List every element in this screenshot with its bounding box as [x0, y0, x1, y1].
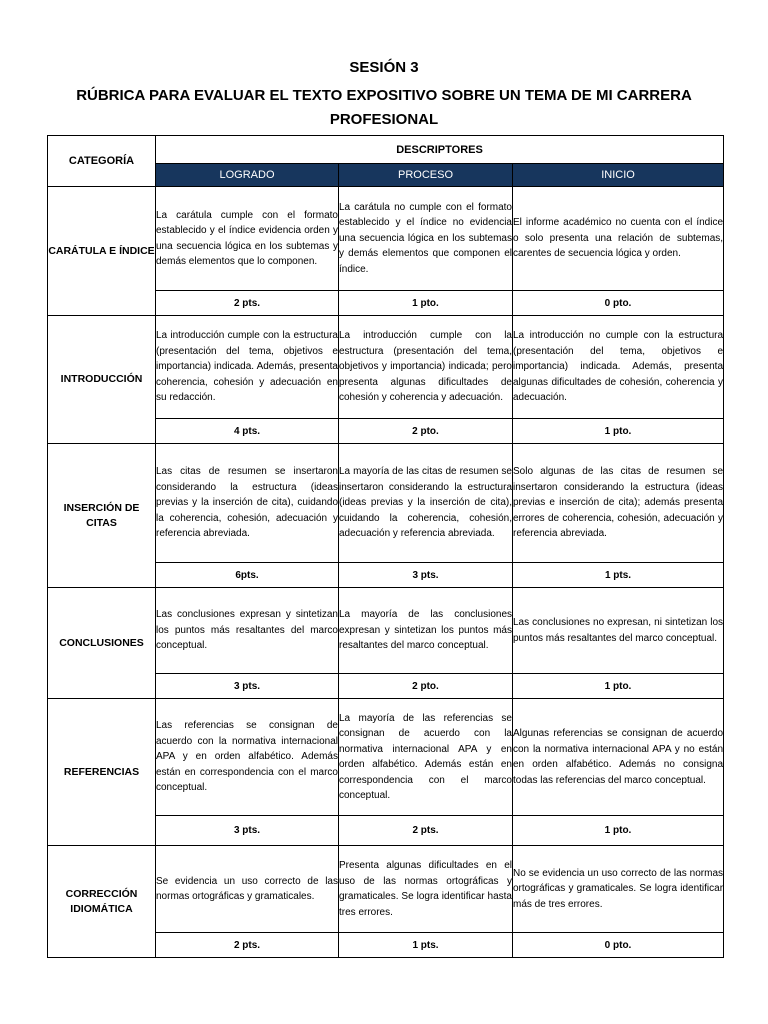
descriptor-proceso: La mayoría de las citas de resumen se insertaron considerando la estructura (ideas previas y la inserción de cita), cuidando la coherencia, cohesión, adecuación y referencia abreviada.: [339, 444, 513, 563]
page-title-line-1: RÚBRICA PARA EVALUAR EL TEXTO EXPOSITIVO SOBRE UN TEMA DE MI CARRERA: [76, 87, 692, 104]
points-logrado: 2 pts.: [156, 291, 339, 316]
descriptor-inicio: La introducción no cumple con la estructura (presentación del tema, objetivos e importancia) indicada. Además, presenta algunas dificultades de cohesión, coherencia y adecuación.: [513, 316, 724, 419]
category-cell: INSERCIÓN DE CITAS: [48, 444, 156, 588]
points-proceso: 2 pto.: [339, 419, 513, 444]
points-logrado: 3 pts.: [156, 674, 339, 699]
descriptor-inicio: Las conclusiones no expresan, ni sintetizan los puntos más resaltantes del marco conceptual.: [513, 588, 724, 674]
descriptor-proceso: La carátula no cumple con el formato establecido y el índice no evidencia una secuencia lógica en los subtemas y demás elementos que componen el índice.: [339, 187, 513, 291]
points-logrado: 2 pts.: [156, 933, 339, 958]
criterion-row: [48, 316, 724, 419]
points-inicio: 1 pts.: [513, 563, 724, 588]
descriptor-proceso: La introducción cumple con la estructura (presentación del tema, objetivos y importancia) indicada; pero presenta algunas dificultades de cohesión y coherencia y adecuación.: [339, 316, 513, 419]
points-proceso: 2 pto.: [339, 674, 513, 699]
points-inicio: 0 pto.: [513, 291, 724, 316]
category-cell: REFERENCIAS: [48, 699, 156, 846]
criterion-row: [48, 444, 724, 563]
points-proceso: 1 pto.: [339, 291, 513, 316]
points-logrado: 3 pts.: [156, 816, 339, 846]
descriptor-inicio: Solo algunas de las citas de resumen se insertaron considerando la estructura (ideas previas e inserción de cita); además presenta errores de coherencia, cohesión, adecuación y referencia abreviada.: [513, 444, 724, 563]
points-proceso: 2 pts.: [339, 816, 513, 846]
descriptor-proceso: La mayoría de las conclusiones expresan y sintetizan los puntos más resaltantes del marco conceptual.: [339, 588, 513, 674]
descriptor-logrado: La introducción cumple con la estructura (presentación del tema, objetivos e importancia) indicada. Además, presenta coherencia, cohesión y adecuación en su redacción.: [156, 316, 339, 419]
points-inicio: 1 pto.: [513, 816, 724, 846]
category-cell: CORRECCIÓN IDIOMÁTICA: [48, 846, 156, 958]
points-proceso: 3 pts.: [339, 563, 513, 588]
descriptor-logrado: Las conclusiones expresan y sintetizan los puntos más resaltantes del marco conceptual.: [156, 588, 339, 674]
points-proceso: 1 pts.: [339, 933, 513, 958]
descriptor-logrado: Las citas de resumen se insertaron considerando la estructura (ideas previas y la inserción de cita), cuidando la coherencia, cohesión, adecuación y referencia abreviada.: [156, 444, 339, 563]
level-header-inicio: INICIO: [513, 164, 724, 187]
descriptor-inicio: No se evidencia un uso correcto de las normas ortográficas y gramaticales. Se logra identificar más de tres errores.: [513, 846, 724, 933]
rubric-table: [47, 135, 724, 958]
page-title: [0, 84, 768, 132]
category-cell: CONCLUSIONES: [48, 588, 156, 699]
session-title: SESIÓN 3: [349, 59, 419, 76]
criterion-row: [48, 187, 724, 291]
page-header: [0, 58, 768, 132]
points-logrado: 6pts.: [156, 563, 339, 588]
category-cell: INTRODUCCIÓN: [48, 316, 156, 444]
level-header-logrado: LOGRADO: [156, 164, 339, 187]
descriptor-inicio: El informe académico no cuenta con el índice o solo presenta una relación de subtemas, carentes de secuencia lógica y orden.: [513, 187, 724, 291]
header-row: [48, 136, 724, 164]
descriptor-proceso: La mayoría de las referencias se consignan de acuerdo con la normativa internacional APA y en orden alfabético. Además están en correspondencia con el marco conceptual.: [339, 699, 513, 816]
points-inicio: 0 pto.: [513, 933, 724, 958]
descriptors-header: DESCRIPTORES: [156, 136, 724, 164]
points-logrado: 4 pts.: [156, 419, 339, 444]
descriptor-logrado: Se evidencia un uso correcto de las normas ortográficas y gramaticales.: [156, 846, 339, 933]
category-cell: CARÁTULA E ÍNDICE: [48, 187, 156, 316]
descriptor-logrado: La carátula cumple con el formato establecido y el índice evidencia orden y una secuencia lógica en los subtemas y demás elementos que lo componen.: [156, 187, 339, 291]
criterion-row: [48, 699, 724, 816]
descriptor-proceso: Presenta algunas dificultades en el uso de las normas ortográficas y gramaticales. Se logra identificar hasta tres errores.: [339, 846, 513, 933]
page-title-line-2: PROFESIONAL: [329, 111, 439, 128]
level-header-proceso: PROCESO: [339, 164, 513, 187]
points-inicio: 1 pto.: [513, 674, 724, 699]
descriptor-logrado: Las referencias se consignan de acuerdo con la normativa internacional APA y en orden alfabético. Además están en correspondencia con el marco conceptual.: [156, 699, 339, 816]
category-header: CATEGORÍA: [48, 136, 156, 187]
criterion-row: [48, 588, 724, 674]
criterion-row: [48, 846, 724, 933]
descriptor-inicio: Algunas referencias se consignan de acuerdo con la normativa internacional APA y no están en orden alfabético. Además no consigna todas las referencias del marco conceptual.: [513, 699, 724, 816]
points-inicio: 1 pto.: [513, 419, 724, 444]
